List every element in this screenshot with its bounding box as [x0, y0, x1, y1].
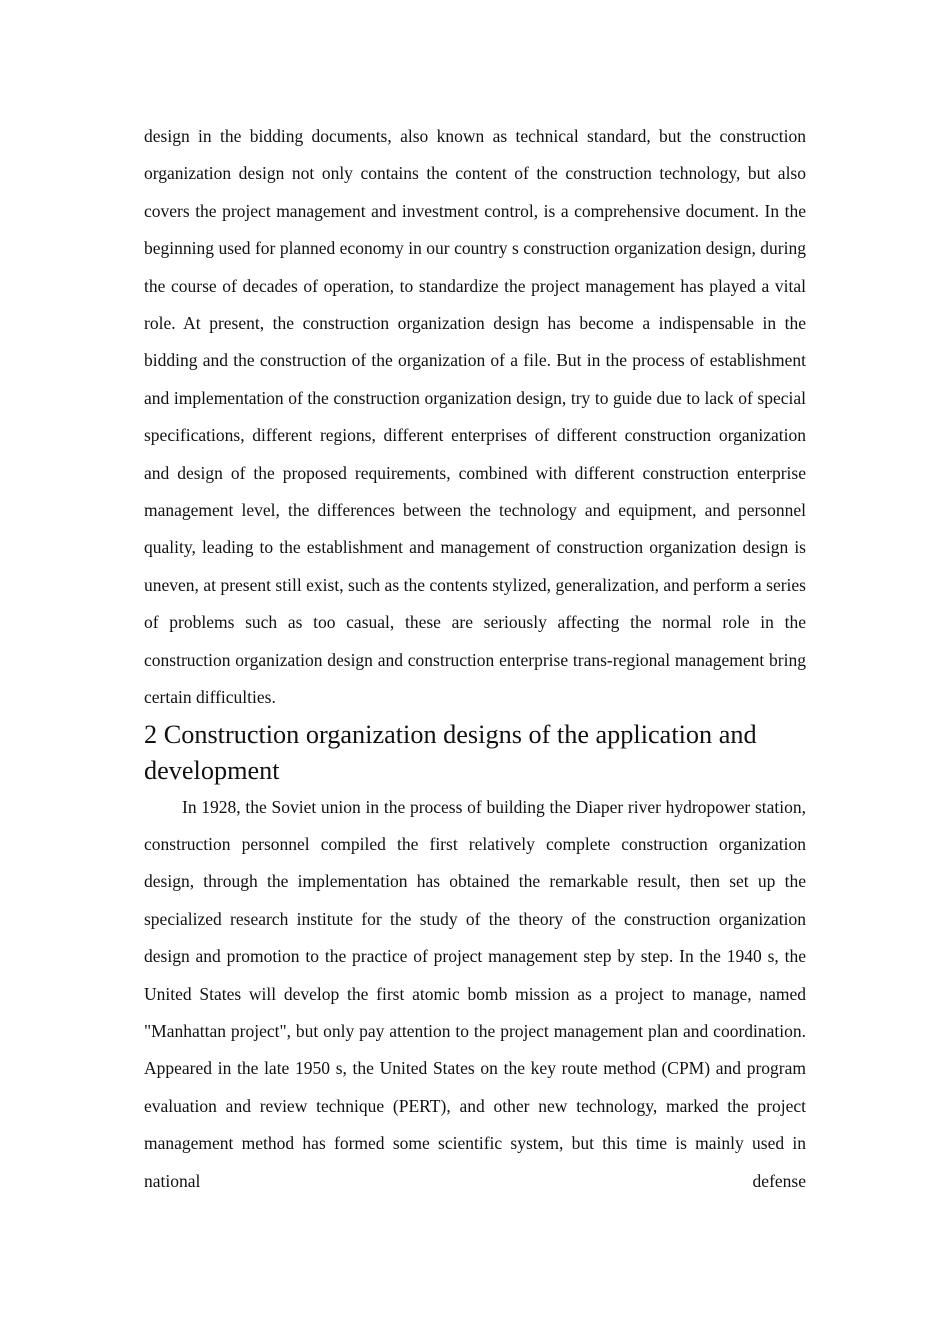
document-page: [144, 118, 806, 1200]
body-paragraph-section-2: In 1928, the Soviet union in the process of building the Diaper river hydropower station, construction personnel compiled the first relatively complete construction organization design, through the implementation has obtained the remarkable result, then set up the specialized research institute for the study of the theory of the construction organization design and promotion to the practice of project management step by step. In the 1940 s, the United States will develop the first atomic bomb mission as a project to manage, named "Manhattan project", but only pay attention to the project management plan and coordination. Appeared in the late 1950 s, the United States on the key route method (CPM) and program evaluation and review technique (PERT), and other new technology, marked the project management method has formed some scientific system, but this time is mainly used in national defense: [144, 796, 806, 1191]
body-paragraph-continued: design in the bidding documents, also known as technical standard, but the construction organization design not only contains the content of the construction technology, but also covers the project management and investment control, is a comprehensive document. In the beginning used for planned economy in our country s construction organization design, during the course of decades of operation, to standardize the project management has played a vital role. At present, the construction organization design has become a indispensable in the bidding and the construction of the organization of a file. But in the process of establishment and implementation of the construction organization design, try to guide due to lack of special specifications, different regions, different enterprises of different construction organization and design of the proposed requirements, combined with different construction enterprise management level, the differences between the technology and equipment, and personnel quality, leading to the establishment and management of construction organization design is uneven, at present still exist, such as the contents stylized, generalization, and perform a series of problems such as too casual, these are seriously affecting the normal role in the construction organization design and construction enterprise trans-regional management bring certain difficulties.: [144, 126, 806, 708]
section-heading: 2 Construction organization designs of the application and development: [144, 719, 757, 785]
